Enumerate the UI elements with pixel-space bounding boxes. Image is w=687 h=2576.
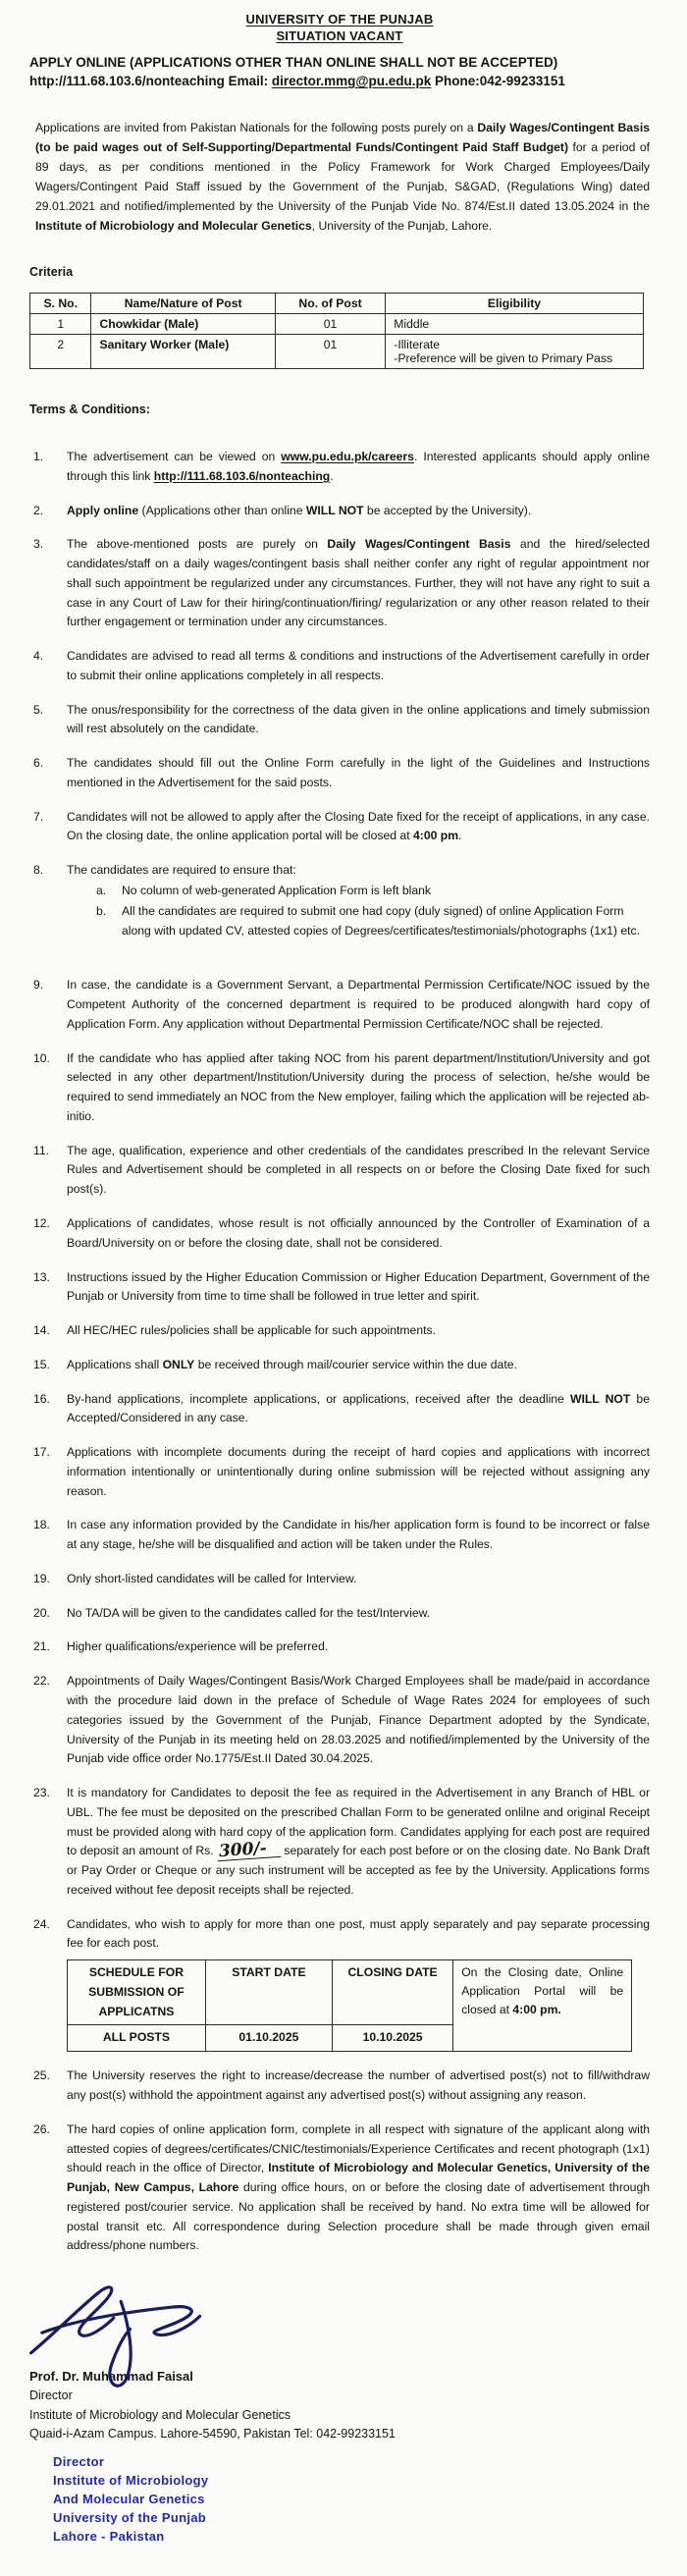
term-number: 22. [33, 1674, 50, 1689]
subitem-text [122, 902, 650, 941]
term-text [67, 502, 650, 521]
text-run: ONLY [162, 1357, 195, 1371]
text-run: No TA/DA will be given to the candidates called for the test/Interview. [67, 1605, 431, 1620]
stamp-line: Institute of Microbiology [53, 2473, 209, 2489]
term-item-10 [29, 1049, 650, 1127]
term-number: 6. [33, 756, 44, 771]
term-item-24 [29, 1915, 650, 2053]
term-item-23 [29, 1784, 650, 1901]
text-run: All HEC/HEC rules/policies shall be applicable for such appointments. [67, 1323, 436, 1338]
term-number: 11. [33, 1143, 50, 1157]
stamp-line: Director [53, 2454, 105, 2470]
schedule-header-line: APPLICATNS [98, 2004, 175, 2018]
text-run: The University reserves the right to increase/decrease the number of advertised post(s) not to fill/withdraw any post(s) withhold the appointment against any advertised post(s) without assigning any reason. [67, 2068, 650, 2102]
text-run: On the Closing date, Online Application Portal will be closed at [461, 1965, 624, 2016]
schedule-header-line: SCHEDULE FOR [88, 1965, 184, 1980]
terms-heading: Terms & Conditions: [29, 402, 150, 416]
term-number: 10. [33, 1050, 50, 1065]
criteria-header-row [30, 294, 644, 314]
link[interactable]: director.mmg@pu.edu.pk [271, 74, 432, 88]
term-number: 25. [33, 2068, 50, 2083]
text-run: Only short-listed candidates will be called for Interview. [67, 1571, 357, 1585]
term-number: 3. [33, 537, 44, 552]
apply-online-heading: APPLY ONLINE (APPLICATIONS OTHER THAN ONLINE SHALL NOT BE ACCEPTED) [29, 55, 558, 70]
signatory-title: Director [29, 2388, 73, 2403]
stamp-line: And Molecular Genetics [53, 2492, 205, 2507]
term-text [67, 1214, 650, 1254]
criteria-cell: Chowkidar (Male) [91, 314, 275, 335]
term-text [67, 1570, 650, 1589]
text-run: Applications of candidates, whose result is not officially announced by the Controller of Examination of a Board/University on or before the closing date, shall not be considered. [67, 1215, 650, 1250]
term-number: 23. [33, 1786, 50, 1800]
term-text [67, 647, 650, 686]
term-item-26 [29, 2120, 650, 2256]
text-run: The candidates should fill out the Online Form carefully in the light of the Guidelines and Instructions mentioned in the Advertisement for the said posts. [67, 756, 650, 789]
term-number: 21. [33, 1639, 50, 1654]
stamp-line: University of the Punjab [53, 2509, 207, 2525]
text-run: during office hours, on or before the closing date of advertisement through registered post/courier service. No application shall be received by hand. No extra time will be allowed for postal transit etc. All correspondence during Selection procedure shall be made through given email address/phone numbers. [67, 2180, 650, 2253]
term-number: 17. [33, 1445, 50, 1460]
term-item-14 [29, 1321, 650, 1341]
criteria-row [30, 335, 644, 369]
link[interactable]: http://111.68.103.6/nonteaching [29, 74, 229, 88]
text-run: No column of web-generated Application Form is left blank [122, 884, 432, 898]
term-item-13 [29, 1268, 650, 1308]
text-run: WILL NOT [569, 1391, 631, 1406]
term-number: 2. [33, 503, 44, 517]
term-number: 14. [33, 1323, 50, 1338]
text-run: Candidates will not be allowed to apply after the Closing Date fixed for the receipt of applications, in any case. On the closing date, the online application portal will be closed at [67, 809, 650, 843]
handwritten-fee-amount: 300/- [217, 1840, 282, 1861]
criteria-column-header: S. No. [30, 294, 91, 314]
signature-image [26, 2276, 237, 2395]
term-item-15 [29, 1356, 650, 1375]
schedule-note-cell [453, 1960, 632, 2052]
term-item-9 [29, 976, 650, 1034]
criteria-table [29, 293, 644, 369]
term-item-7 [29, 808, 650, 847]
term-item-12 [29, 1214, 650, 1254]
schedule-column-header: START DATE [205, 1960, 332, 2025]
term-item-19 [29, 1570, 650, 1589]
text-run: Daily Wages/Contingent Basis (to be paid wages out of Self-Supporting/Departmental Funds/Contingent Paid Staff Budget) [35, 121, 650, 154]
text-run: Apply online [67, 503, 142, 517]
term-number: 12. [33, 1215, 50, 1230]
text-run: Email: [228, 74, 272, 88]
term-number: 8. [33, 863, 44, 878]
term-item-3 [29, 535, 650, 632]
term-number: 26. [33, 2121, 50, 2136]
term-text [67, 1268, 650, 1308]
text-run: Institute of Microbiology and Molecular Genetics [35, 219, 312, 233]
criteria-column-header: Eligibility [386, 294, 643, 314]
contact-line [29, 74, 650, 88]
term-item-16 [29, 1390, 650, 1429]
term-number: 24. [33, 1916, 50, 1931]
text-run: and the hired/selected candidates/staff on a daily wages/contingent basis shall neither confer any right of regular appointment nor shall such appointment be regularized under any circumstances. Further, they will not have any right to suit a case in any Court of Law for their hiring/continuation/firing/ regularization or any other reason related to their further engagement or termination under any circumstances. [67, 537, 650, 629]
text-run: be accepted by the University). [363, 503, 532, 517]
term-text [67, 2120, 650, 2256]
term-number: 1. [33, 450, 44, 463]
text-run: It is mandatory for Candidates to deposit the fee as required in the Advertisement in any Branch of HBL or UBL. The fee must be deposited on the prescribed Challan Form to be generated onlilne and original Receipt must be provided along with hard copy of the application form. Candidates applying for each post are required to deposit an amount of Rs. [67, 1786, 650, 1858]
term-text [67, 701, 650, 740]
criteria-cell: 01 [275, 335, 385, 369]
criteria-cell: 2 [30, 335, 91, 369]
text-run: By-hand applications, incomplete applications, or applications, received after the deadline [67, 1391, 570, 1406]
term-number: 16. [33, 1391, 50, 1406]
criteria-eligibility-cell [386, 314, 643, 335]
eligibility-line: Middle [394, 317, 430, 331]
term-item-5 [29, 701, 650, 740]
term-number: 13. [33, 1269, 50, 1284]
text-run: Phone:042-99233151 [431, 74, 565, 88]
term-text [67, 1604, 650, 1624]
criteria-cell: Sanitary Worker (Male) [91, 335, 275, 369]
text-run: . Interested applicants should apply online through this link [67, 450, 650, 483]
term-text [67, 1321, 650, 1341]
term-text [67, 1390, 650, 1429]
text-run: The candidates are required to ensure that: [67, 863, 296, 878]
signatory-institute: Institute of Microbiology and Molecular Genetics [29, 2407, 291, 2422]
text-run: Appointments of Daily Wages/Contingent Basis/Work Charged Employees shall be made/paid in accordance with the procedure laid down in the preface of Schedule of Wage Rates 2024 for employees of such categories issued by the Government of the Punjab, Finance Department adopted by the Syndicate, University of the Punjab in its meeting held on 28.03.2025 and notified/implemented by the University of the Punjab vide office order No.1775/Est.II Dated 30.04.2025. [67, 1674, 650, 1766]
text-run: Institute of Microbiology and Molecular Genetics, University of the Punjab, New Campus, Lahore [67, 2161, 650, 2195]
text-run: The onus/responsibility for the correctness of the data given in the online applications and timely submission will rest absolutely on the candidate. [67, 702, 650, 736]
term-number: 15. [33, 1357, 50, 1371]
term-item-22 [29, 1672, 650, 1769]
schedule-header-line: SUBMISSION OF [88, 1984, 185, 1999]
criteria-column-header: Name/Nature of Post [91, 294, 275, 314]
text-run: The age, qualification, experience and other credentials of the candidates prescribed In the relevant Service Rules and Advertisement should be completed in all respects on or before the Closing Date fixed for such post(s). [67, 1143, 650, 1197]
term-subitem [67, 902, 650, 941]
term-text [67, 861, 650, 940]
signatory-address: Quaid-i-Azam Campus. Lahore-54590, Pakistan Tel: 042-99233151 [29, 2427, 396, 2442]
subitem-letter: b. [96, 903, 107, 918]
schedule-cell: 10.10.2025 [332, 2025, 452, 2052]
text-run: In case, the candidate is a Government Servant, a Departmental Permission Certificate/NOC issued by the Competent Authority of the concerned department is required to be produced alongwith hard copy of Application Form. Any application without Departmental Permission Certificate/NOC shall be rejected. [67, 978, 650, 1031]
text-run: . [458, 829, 462, 843]
criteria-heading: Criteria [29, 265, 74, 279]
criteria-row [30, 314, 644, 335]
text-run: Instructions issued by the Higher Education Commission or Higher Education Department, Government of the Punjab or University from time to time shall be followed in true letter and spirit. [67, 1269, 650, 1304]
text-run: In case any information provided by the Candidate in his/her application form is found to be incorrect or false at any stage, he/she will be disqualified and action will be taken under the Rules. [67, 1518, 650, 1552]
term-item-1 [29, 448, 650, 487]
criteria-column-header: No. of Post [275, 294, 385, 314]
schedule-column-header [68, 1960, 206, 2025]
criteria-cell: 01 [275, 314, 385, 335]
text-run: separately for each post before or on the closing date. No Bank Draft or Pay Order or Cheque or any such instrument will be accepted as fee by the University. Applications forms received without fee deposit receipts shall be rejected. [67, 1844, 650, 1897]
link[interactable]: www.pu.edu.pk/careers [281, 450, 414, 463]
text-run: Candidates, who wish to apply for more than one post, must apply separately and pay separate processing fee for each post. [67, 1916, 650, 1951]
text-run: . [330, 468, 334, 483]
term-item-17 [29, 1443, 650, 1501]
term-item-2 [29, 502, 650, 521]
criteria-cell: 1 [30, 314, 91, 335]
schedule-cell: ALL POSTS [68, 2025, 206, 2052]
subitem-letter: a. [96, 884, 107, 898]
term-item-6 [29, 754, 650, 793]
term-text [67, 2066, 650, 2106]
document-title: UNIVERSITY OF THE PUNJAB [245, 12, 434, 27]
text-run: All the candidates are required to submit one had copy (duly signed) of online Application Form along with updated CV, attested copies of Degrees/certificates/testimonials/photographs (1x1) etc. [122, 903, 640, 938]
term-text [67, 1672, 650, 1769]
text-run: The hard copies of online application form, complete in all respect with signature of the applicant along with attested copies of degrees/certificates/CNIC/testimonials/Experience Certificates and recent photograph (1x1) should reach in the office of Director, [67, 2121, 650, 2175]
text-run: Daily Wages/Contingent Basis [327, 537, 511, 552]
term-item-8 [29, 861, 650, 940]
text-run: be received through mail/courier service within the due date. [194, 1357, 517, 1371]
signatory-name: Prof. Dr. Muhammad Faisal [29, 2369, 193, 2385]
term-number: 4. [33, 649, 44, 664]
text-run: , University of the Punjab, Lahore. [311, 219, 493, 233]
term-item-21 [29, 1637, 650, 1657]
term-text [67, 1142, 650, 1200]
term-item-18 [29, 1516, 650, 1555]
text-run: be Accepted/Considered in any case. [67, 1391, 650, 1425]
term-number: 19. [33, 1571, 50, 1585]
term-text [67, 754, 650, 793]
text-run: Higher qualifications/experience will be preferred. [67, 1639, 329, 1654]
text-run: for a period of 89 days, as per conditions mentioned in the Policy Framework for Work Charged Employees/Daily Wagers/Contingent Paid Staff issued by the Government of the Punjab, S&GAD, (Regulations Wing) dated 29.01.2021 and notified/implemented by the University of the Punjab Vide No. 874/Est.II dated 13.05.2024 in the [35, 140, 650, 213]
text-run: Applications with incomplete documents during the receipt of hard copies and applications with incorrect information intentionally or unintentionally during online submission will be rejected without assigning any reason. [67, 1445, 650, 1498]
term-text [67, 808, 650, 847]
term-text [67, 1049, 650, 1127]
terms-list [29, 448, 650, 2256]
term-number: 5. [33, 702, 44, 717]
schedule-column-header: CLOSING DATE [332, 1960, 452, 2025]
term-text [67, 1443, 650, 1501]
term-text [67, 1784, 650, 1901]
schedule-cell: 01.10.2025 [205, 2025, 332, 2052]
intro-paragraph [35, 118, 650, 236]
term-text [67, 1516, 650, 1555]
term-item-4 [29, 647, 650, 686]
text-run: Applications shall [67, 1357, 163, 1371]
term-item-25 [29, 2066, 650, 2106]
subitem-text [122, 882, 650, 901]
term-text [67, 535, 650, 632]
term-number: 9. [33, 978, 44, 993]
text-run: Candidates are advised to read all terms & conditions and instructions of the Advertisement carefully in order to submit their online applications completely in all respects. [67, 649, 650, 682]
director-stamp [53, 2453, 650, 2546]
text-run: (Applications other than online [141, 503, 306, 517]
term-text [67, 1356, 650, 1375]
term-item-20 [29, 1604, 650, 1624]
term-subitem [67, 882, 650, 901]
term-item-11 [29, 1142, 650, 1200]
text-run: Applications are invited from Pakistan Nationals for the following posts purely on a [35, 121, 478, 134]
text-run: If the candidate who has applied after taking NOC from his parent department/Institution/University and got selected in any other department/Institution/University during the process of selection, he/she would be required to send immediately an NOC from the New employer, failing which the application will be rejected ab-initio. [67, 1050, 650, 1123]
term-text [67, 448, 650, 487]
term-text [67, 976, 650, 1034]
term-number: 7. [33, 809, 44, 824]
term-text [67, 1915, 650, 2053]
eligibility-line: -Preference will be given to Primary Pass [394, 351, 613, 365]
text-run: WILL NOT [305, 503, 364, 517]
text-run: The advertisement can be viewed on [67, 450, 282, 463]
text-run: The above-mentioned posts are purely on [67, 537, 328, 552]
schedule-table [67, 1959, 632, 2052]
stamp-line: Lahore - Pakistan [53, 2528, 165, 2544]
text-run: 4:00 pm. [512, 2002, 561, 2016]
term-number: 20. [33, 1605, 50, 1620]
eligibility-line: -Illiterate [394, 338, 441, 351]
term-number: 18. [33, 1518, 50, 1532]
term-text [67, 1637, 650, 1657]
criteria-eligibility-cell [386, 335, 643, 369]
signature-wrap [26, 2276, 650, 2400]
link[interactable]: http://111.68.103.6/nonteaching [153, 468, 331, 483]
document-subtitle: SITUATION VACANT [276, 28, 403, 43]
text-run: 4:00 pm [412, 829, 459, 843]
